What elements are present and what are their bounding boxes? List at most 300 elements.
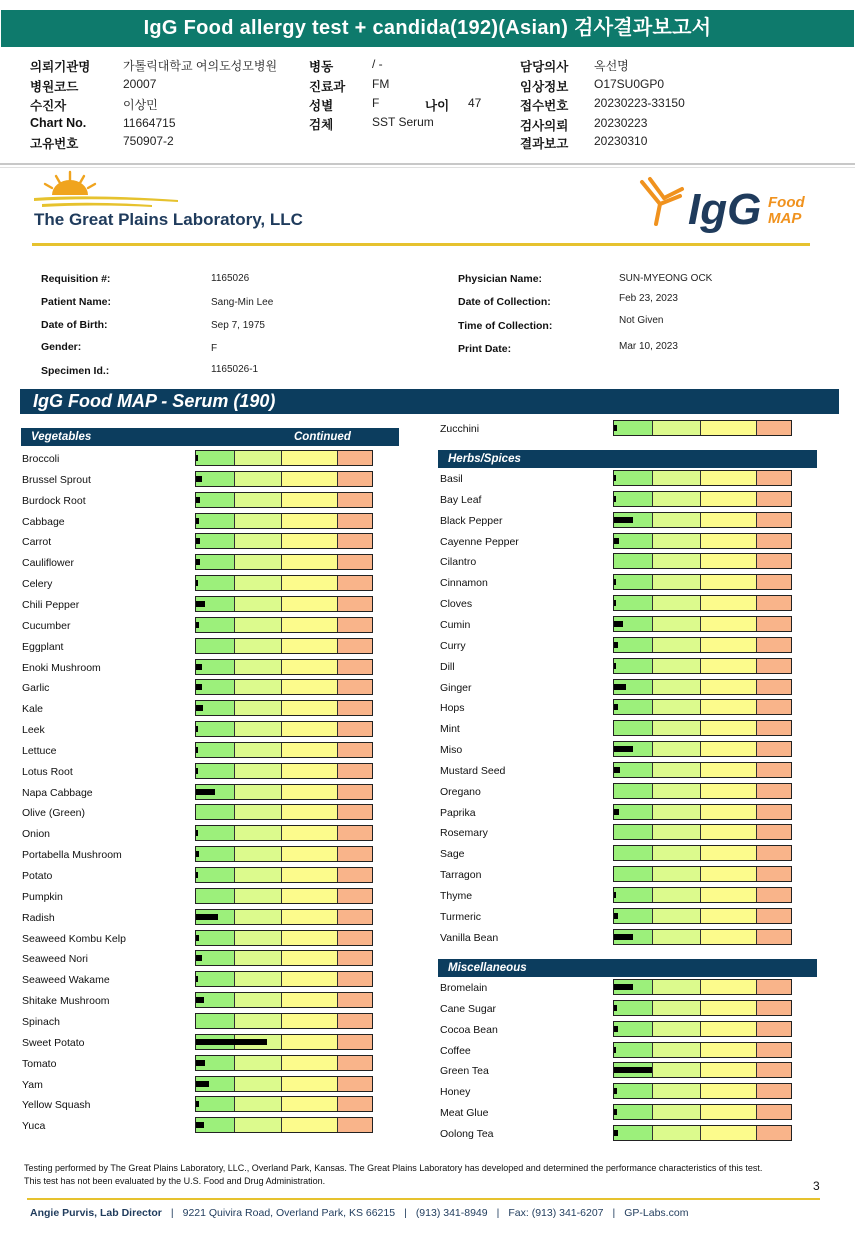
igg-level-gauge [195, 700, 373, 716]
gauge-zone [235, 910, 283, 924]
divider [32, 243, 810, 246]
gauge-zone [757, 513, 791, 527]
gauge-zone [757, 617, 791, 631]
gauge-zone [701, 596, 757, 610]
gauge-zone [338, 680, 372, 694]
category-header-vegetables [21, 428, 399, 446]
gauge-zone [338, 597, 372, 611]
igg-level-bar [614, 913, 618, 919]
igg-level-bar [614, 496, 616, 502]
gauge-zone [235, 514, 283, 528]
separator: | [170, 1207, 174, 1219]
gauge-zone [701, 721, 757, 735]
igg-level-bar [196, 726, 198, 732]
igg-level-gauge [613, 420, 792, 436]
gauge-zone [235, 680, 283, 694]
gauge-zone [235, 451, 283, 465]
header-value: 20230223 [594, 116, 648, 130]
gauge-zone [757, 554, 791, 568]
igg-level-gauge [195, 492, 373, 508]
food-name: Broccoli [22, 453, 60, 465]
gauge-zone [196, 722, 235, 736]
info-value: Not Given [619, 315, 664, 326]
igg-level-gauge [613, 741, 792, 757]
gauge-zone [701, 867, 757, 881]
gauge-zone [614, 596, 653, 610]
gauge-zone [614, 492, 653, 506]
gauge-zone [196, 514, 235, 528]
food-name: Enoki Mushroom [22, 662, 101, 674]
gauge-zone [701, 575, 757, 589]
food-name: Lettuce [22, 745, 57, 757]
gauge-zone [235, 889, 283, 903]
header-value: 이상민 [123, 98, 158, 112]
igg-level-gauge [613, 1042, 792, 1058]
igg-level-bar [196, 747, 198, 753]
gauge-zone [338, 951, 372, 965]
gauge-zone [653, 888, 701, 902]
gauge-zone [701, 909, 757, 923]
gauge-zone [653, 980, 701, 994]
lab-phone: (913) 341-8949 [415, 1207, 488, 1219]
gauge-zone [757, 930, 791, 944]
gauge-zone [653, 721, 701, 735]
gauge-zone [701, 680, 757, 694]
report-title: IgG Food allergy test + candida(192)(Asian) 검사결과보고서 [1, 10, 854, 47]
gauge-zone [282, 1118, 338, 1132]
gauge-zone [653, 909, 701, 923]
info-value: Mar 10, 2023 [619, 341, 678, 352]
info-label: Physician Name: [458, 273, 543, 285]
gauge-zone [196, 764, 235, 778]
food-name: Honey [440, 1086, 471, 1098]
gauge-zone [282, 847, 338, 861]
gauge-zone [282, 680, 338, 694]
food-name: Cane Sugar [440, 1003, 497, 1015]
gauge-zone [701, 1105, 757, 1119]
gauge-zone [614, 659, 653, 673]
food-name: Dill [440, 661, 455, 673]
info-label: Date of Collection: [458, 296, 551, 308]
food-name: Brussel Sprout [22, 474, 91, 486]
food-name: Celery [22, 578, 53, 590]
igg-level-gauge [613, 553, 792, 569]
igg-level-gauge [195, 992, 373, 1008]
gauge-zone [653, 1022, 701, 1036]
igg-level-gauge [195, 1096, 373, 1112]
igg-level-bar [614, 767, 620, 773]
igg-level-gauge [613, 979, 792, 995]
info-label: Requisition #: [41, 273, 111, 285]
gauge-zone [653, 638, 701, 652]
food-name: Seaweed Kombu Kelp [22, 933, 126, 945]
gauge-zone [196, 618, 235, 632]
gauge-zone [757, 596, 791, 610]
gauge-zone [757, 534, 791, 548]
gauge-zone [282, 805, 338, 819]
header-value: SST Serum [372, 115, 434, 129]
gauge-zone [235, 597, 283, 611]
gauge-zone [338, 889, 372, 903]
gauge-zone [701, 1063, 757, 1077]
gauge-zone [235, 701, 283, 715]
gauge-zone [282, 576, 338, 590]
gauge-zone [196, 451, 235, 465]
gauge-zone [653, 617, 701, 631]
igg-level-gauge [195, 888, 373, 904]
food-name: Seaweed Wakame [22, 974, 110, 986]
gauge-zone [701, 930, 757, 944]
igg-level-bar [614, 684, 626, 690]
info-label: Specimen Id.: [41, 365, 110, 377]
gauge-zone [282, 639, 338, 653]
food-name: Oregano [440, 786, 481, 798]
igg-level-gauge [613, 616, 792, 632]
gauge-zone [235, 576, 283, 590]
lab-website: GP-Labs.com [624, 1207, 689, 1219]
gauge-zone [701, 825, 757, 839]
igg-level-gauge [195, 617, 373, 633]
gauge-zone [701, 534, 757, 548]
igg-level-gauge [613, 574, 792, 590]
food-name: Thyme [440, 890, 473, 902]
gauge-zone [338, 1035, 372, 1049]
igg-level-gauge [195, 1055, 373, 1071]
gauge-zone [701, 617, 757, 631]
igg-level-bar [614, 1067, 652, 1073]
food-name: Portabella Mushroom [22, 849, 122, 861]
igg-level-bar [196, 601, 205, 607]
igg-level-gauge [195, 659, 373, 675]
igg-level-gauge [195, 554, 373, 570]
gauge-zone [235, 972, 283, 986]
gauge-zone [614, 909, 653, 923]
gauge-zone [701, 638, 757, 652]
igg-level-gauge [195, 1034, 373, 1050]
gauge-zone [338, 1118, 372, 1132]
gauge-zone [235, 555, 283, 569]
food-name: Napa Cabbage [22, 787, 93, 799]
igg-level-bar [614, 579, 616, 585]
gauge-zone [757, 1105, 791, 1119]
igg-level-gauge [195, 533, 373, 549]
gauge-zone [757, 1001, 791, 1015]
gauge-zone [338, 805, 372, 819]
gauge-zone [653, 846, 701, 860]
gauge-zone [196, 743, 235, 757]
gauge-zone [235, 1097, 283, 1111]
gauge-zone [282, 472, 338, 486]
gauge-zone [757, 659, 791, 673]
gauge-zone [757, 867, 791, 881]
food-name: Basil [440, 473, 463, 485]
header-value: 47 [468, 96, 482, 110]
igg-level-bar [196, 768, 198, 774]
gauge-zone [282, 972, 338, 986]
gauge-zone [614, 1022, 653, 1036]
gauge-zone [701, 513, 757, 527]
igg-level-gauge [195, 804, 373, 820]
gauge-zone [282, 951, 338, 965]
gauge-zone [235, 868, 283, 882]
gauge-zone [653, 700, 701, 714]
gauge-zone [653, 763, 701, 777]
lab-fax: Fax: (913) 341-6207 [508, 1207, 604, 1219]
gauge-zone [282, 785, 338, 799]
igg-level-gauge [613, 533, 792, 549]
gauge-zone [338, 660, 372, 674]
gauge-zone [757, 421, 791, 435]
separator: | [404, 1207, 407, 1219]
info-value: Sang-Min Lee [211, 297, 274, 308]
igg-level-bar [614, 1130, 618, 1136]
gauge-zone [653, 742, 701, 756]
gauge-zone [701, 784, 757, 798]
igg-level-gauge [195, 638, 373, 654]
igg-level-gauge [613, 720, 792, 736]
gauge-zone [282, 451, 338, 465]
separator: | [496, 1207, 500, 1219]
info-label: Date of Birth: [41, 319, 108, 331]
logo-igg: IgG [688, 185, 762, 234]
gauge-zone [614, 1043, 653, 1057]
header-value: 가톨릭대학교 여의도성모병원 [123, 59, 278, 73]
gauge-zone [196, 555, 235, 569]
gauge-zone [196, 534, 235, 548]
gauge-zone [282, 534, 338, 548]
gauge-zone [338, 618, 372, 632]
gauge-zone [235, 660, 283, 674]
logo-food: Food [768, 194, 805, 211]
food-name: Cilantro [440, 556, 477, 568]
igg-level-bar [614, 1026, 618, 1032]
gauge-zone [282, 993, 338, 1007]
gauge-zone [196, 868, 235, 882]
igg-level-bar [196, 935, 199, 941]
food-name: Oolong Tea [440, 1128, 494, 1140]
gauge-zone [653, 1001, 701, 1015]
igg-level-bar [196, 872, 198, 878]
lab-name: The Great Plains Laboratory, LLC [34, 210, 303, 229]
gauge-zone [757, 1022, 791, 1036]
gauge-zone [701, 763, 757, 777]
igg-level-gauge [195, 742, 373, 758]
gauge-zone [282, 1056, 338, 1070]
gauge-zone [757, 784, 791, 798]
gauge-zone [757, 1084, 791, 1098]
gauge-zone [653, 1084, 701, 1098]
igg-level-gauge [613, 1000, 792, 1016]
igg-level-gauge [613, 783, 792, 799]
food-name: Rosemary [440, 827, 488, 839]
header-label: 검사의뢰 [520, 119, 569, 133]
gauge-zone [653, 575, 701, 589]
igg-level-bar [614, 746, 633, 752]
food-name: Zucchini [440, 423, 480, 435]
food-name: Spinach [22, 1016, 60, 1028]
gauge-zone [235, 805, 283, 819]
category-header-herbs: Herbs/Spices [438, 450, 817, 468]
gauge-zone [614, 471, 653, 485]
gauge-zone [338, 576, 372, 590]
gauge-zone [701, 1126, 757, 1140]
gauge-zone [653, 534, 701, 548]
header-label: 결과보고 [520, 137, 569, 151]
gauge-zone [614, 421, 653, 435]
gauge-zone [338, 1077, 372, 1091]
gauge-zone [196, 493, 235, 507]
gauge-zone [196, 847, 235, 861]
gauge-zone [338, 868, 372, 882]
gauge-zone [701, 1084, 757, 1098]
gauge-zone [338, 847, 372, 861]
igg-level-gauge [195, 679, 373, 695]
gauge-zone [701, 659, 757, 673]
igg-level-gauge [613, 804, 792, 820]
header-value: O17SU0GP0 [594, 77, 665, 91]
food-name: Potato [22, 870, 53, 882]
gauge-zone [653, 659, 701, 673]
igg-level-bar [196, 684, 202, 690]
igg-level-bar [196, 705, 203, 711]
igg-level-bar [196, 1039, 267, 1045]
header-value: FM [372, 77, 390, 91]
igg-level-gauge [613, 1083, 792, 1099]
igg-level-bar [196, 914, 218, 920]
food-name: Sage [440, 848, 465, 860]
food-name: Ginger [440, 682, 472, 694]
gauge-zone [701, 554, 757, 568]
igg-level-gauge [613, 491, 792, 507]
gauge-zone [757, 575, 791, 589]
igg-level-bar [614, 984, 633, 990]
food-name: Eggplant [22, 641, 64, 653]
gauge-zone [614, 867, 653, 881]
food-name: Mustard Seed [440, 765, 506, 777]
gauge-zone [757, 825, 791, 839]
header-value: 20230310 [594, 134, 648, 148]
gauge-zone [338, 639, 372, 653]
info-label: Print Date: [458, 343, 512, 355]
igg-level-gauge [613, 929, 792, 945]
gauge-zone [338, 451, 372, 465]
food-name: Yellow Squash [22, 1099, 91, 1111]
gauge-zone [614, 1126, 653, 1140]
gauge-zone [235, 951, 283, 965]
food-name: Cocoa Bean [440, 1024, 498, 1036]
lab-address: 9221 Quivira Road, Overland Park, KS 66215 [182, 1207, 396, 1219]
gauge-zone [653, 825, 701, 839]
info-label: Patient Name: [41, 296, 112, 308]
gauge-zone [235, 472, 283, 486]
gauge-zone [614, 1084, 653, 1098]
igg-level-gauge [195, 763, 373, 779]
igg-level-bar [196, 664, 202, 670]
gauge-zone [701, 888, 757, 902]
gauge-zone [701, 805, 757, 819]
gauge-zone [282, 701, 338, 715]
food-name: Cucumber [22, 620, 71, 632]
igg-level-gauge [195, 575, 373, 591]
igg-level-gauge [195, 450, 373, 466]
section-title: IgG Food MAP - Serum (190) [20, 389, 839, 414]
gauge-zone [653, 554, 701, 568]
gauge-zone [614, 888, 653, 902]
gauge-zone [701, 1043, 757, 1057]
gauge-zone [701, 471, 757, 485]
gauge-zone [757, 909, 791, 923]
igg-level-gauge [613, 699, 792, 715]
gauge-zone [196, 826, 235, 840]
igg-level-gauge [613, 1125, 792, 1141]
food-name: Paprika [440, 807, 476, 819]
igg-level-bar [196, 559, 200, 565]
gauge-zone [282, 618, 338, 632]
info-value: 1165026 [211, 273, 250, 284]
gauge-zone [235, 993, 283, 1007]
gauge-zone [282, 1014, 338, 1028]
header-value: 750907-2 [123, 134, 174, 148]
gauge-zone [701, 980, 757, 994]
igg-level-bar [196, 1122, 204, 1128]
separator: | [612, 1207, 616, 1219]
gauge-zone [338, 1056, 372, 1070]
igg-level-bar [196, 1081, 209, 1087]
food-name: Yuca [22, 1120, 46, 1132]
gauge-zone [235, 493, 283, 507]
gauge-zone [196, 1097, 235, 1111]
gauge-zone [235, 931, 283, 945]
food-name: Turmeric [440, 911, 482, 923]
gauge-zone [338, 472, 372, 486]
food-name: Olive (Green) [22, 807, 86, 819]
gauge-zone [757, 763, 791, 777]
header-label: Chart No. [30, 116, 87, 130]
gauge-zone [282, 1035, 338, 1049]
gauge-zone [338, 826, 372, 840]
igg-level-bar [196, 580, 198, 586]
header-label: 검체 [309, 118, 334, 132]
igg-level-bar [196, 1101, 199, 1107]
igg-level-bar [614, 663, 616, 669]
food-name: Cayenne Pepper [440, 536, 519, 548]
divider [0, 163, 855, 165]
food-name: Shitake Mushroom [22, 995, 110, 1007]
header-label: 고유번호 [30, 137, 79, 151]
food-name: Cinnamon [440, 577, 488, 589]
igg-level-bar [614, 538, 619, 544]
gauge-zone [701, 846, 757, 860]
igg-level-bar [196, 1060, 205, 1066]
info-value: Feb 23, 2023 [619, 293, 678, 304]
gauge-zone [757, 846, 791, 860]
igg-level-bar [196, 997, 204, 1003]
gauge-zone [282, 514, 338, 528]
gauge-zone [338, 1014, 372, 1028]
gauge-zone [757, 980, 791, 994]
gauge-zone [282, 931, 338, 945]
food-name: Kale [22, 703, 44, 715]
gauge-zone [614, 700, 653, 714]
gauge-zone [757, 680, 791, 694]
igg-level-bar [614, 475, 616, 481]
gauge-zone [338, 743, 372, 757]
gauge-zone [338, 493, 372, 507]
food-name: Vanilla Bean [440, 932, 499, 944]
food-name: Cauliflower [22, 557, 74, 569]
gauge-zone [196, 931, 235, 945]
gauge-zone [653, 784, 701, 798]
